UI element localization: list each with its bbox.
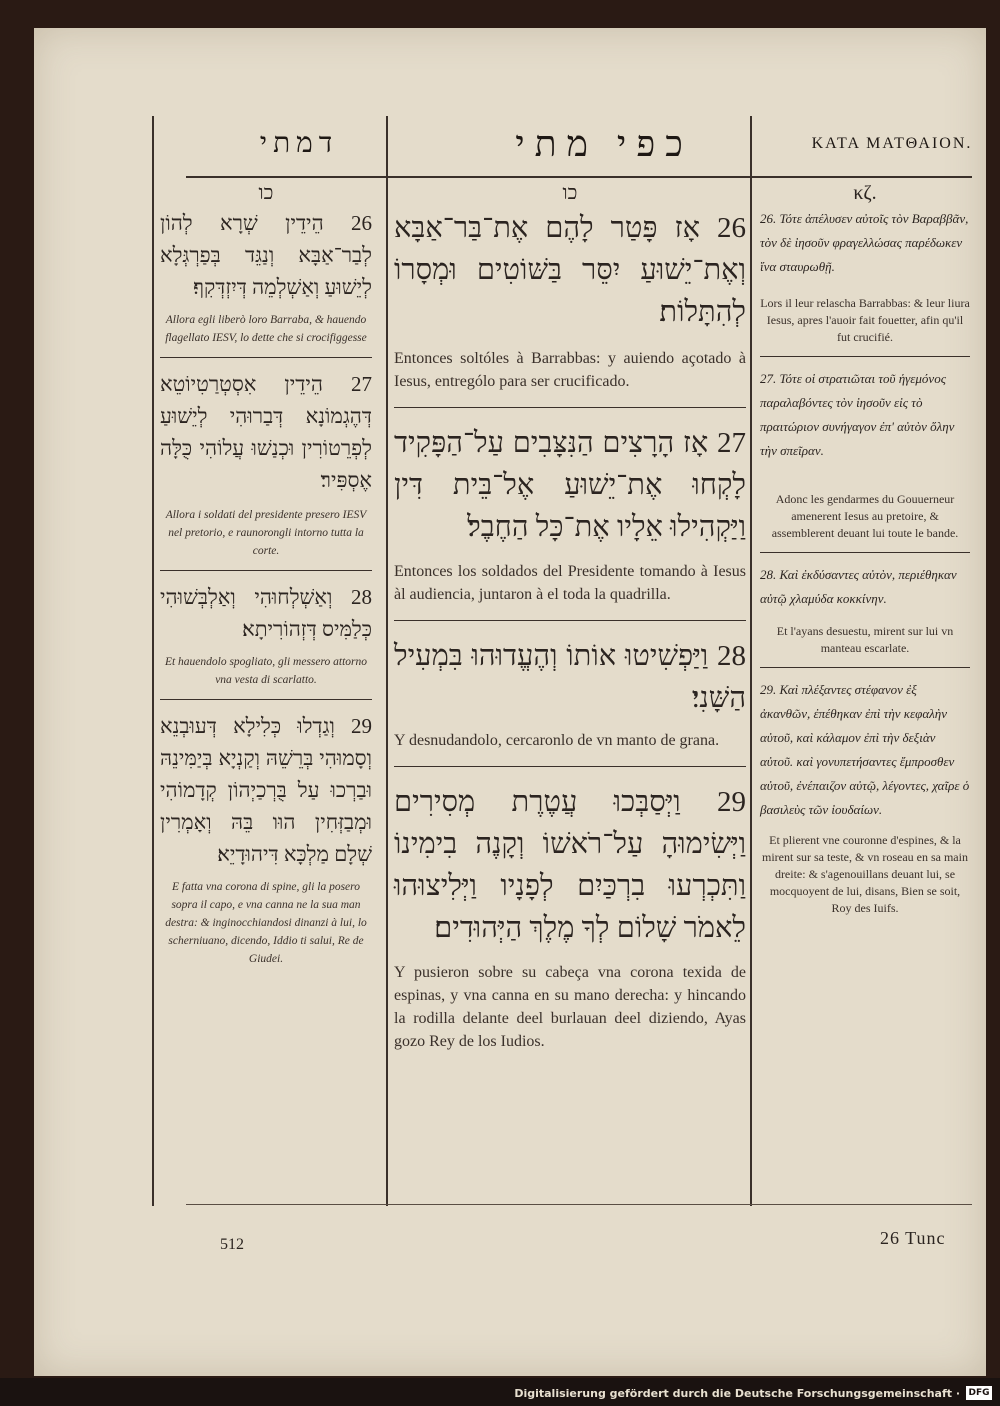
verse-separator: [760, 552, 970, 553]
verse-number: 29.: [760, 682, 777, 697]
hebrew-column-title: כפי מתי: [515, 124, 693, 164]
verse-body: וְאַשְׁלְחוּהִי וְאַלְבְּשׁוּהִי כְּלַמִּיס דְּזְהוֹרִיתָא׃: [160, 585, 372, 641]
verse-text: [394, 781, 746, 949]
greek-verse-27: [760, 367, 970, 542]
spanish-translation: Entonces soltóles à Barrabbas: y auiendo açotado à Iesus, entrególo para ser crucificado.: [394, 350, 746, 390]
column-divider-left: [152, 116, 154, 1206]
greek-verse-26: [760, 207, 970, 346]
verse-number: 28: [717, 640, 746, 672]
verse-separator: [394, 766, 746, 767]
verse-separator: [394, 407, 746, 408]
verse-number: 26.: [760, 211, 777, 226]
greek-verse-29: [760, 678, 970, 917]
aramaic-verse-26: [160, 207, 372, 347]
greek-verse-28: [760, 563, 970, 657]
verse-body: Καὶ πλέξαντες στέφανον ἐξ ἀκανθῶν, ἐπέθηκαν ἐπὶ τὴν κεφαλὴν αὐτοῦ, καὶ κάλαμον ἐπὶ τὴν δεξιὰν αὐτοῦ. καὶ γονυπετήσαντες ἔμπροσθεν αὐτοῦ, ἐνέπαιζον αὐτῷ, λέγοντες, χαῖρε ὁ βασιλεὺς τῶν ἰουδαίων.: [760, 682, 970, 817]
digitization-credit-text: Digitalisierung gefördert durch die Deutsche Forschungsgemeinschaft ·: [514, 1387, 960, 1400]
verse-number: 26: [717, 212, 746, 244]
verse-number: 28.: [760, 567, 777, 582]
aramaic-column-title: דמתי: [259, 128, 339, 159]
french-translation: Et l'ayans desuestu, mirent sur lui vn manteau escarlate.: [776, 624, 954, 655]
aramaic-verse-28: [160, 581, 372, 689]
column-divider-right: [750, 116, 752, 1206]
verse-text: [394, 635, 746, 719]
verse-number: 29: [717, 786, 747, 818]
verse-separator: [760, 356, 970, 357]
verse-body: Καὶ ἐκδύσαντες αὐτὸν, περιέθηκαν αὐτῷ χλαμύδα κοκκίνην.: [760, 567, 957, 606]
aramaic-verse-29: [160, 710, 372, 968]
greek-column: [760, 178, 970, 917]
italian-translation: Allora i soldati del presidente presero IESV nel pretorio, e raunorongli intorno tutta la corte.: [165, 509, 367, 557]
aramaic-verse-27: [160, 368, 372, 560]
french-translation: Adonc les gendarmes du Gouuerneur amenerent Iesus au pretoire, & assemblerent deuant lui toute le bande.: [771, 492, 959, 540]
digitization-credit-bar: [0, 1378, 1000, 1406]
verse-number: 27: [717, 427, 746, 459]
verse-number: 27: [351, 372, 372, 396]
verse-text: [160, 581, 372, 645]
dfg-logo-icon: DFG: [966, 1386, 992, 1400]
book-page: [34, 28, 986, 1376]
hebrew-column: [394, 178, 746, 1053]
hebrew-chapter-number: כו: [562, 182, 578, 204]
verse-text: [760, 207, 970, 279]
greek-column-title: ΚΑΤΑ ΜΑΤΘΑΙΟΝ.: [811, 135, 973, 152]
column-divider-middle: [386, 116, 388, 1206]
italian-translation: E fatta vna corona di spine, gli la posero sopra il capo, e vna canna ne la sua man destra: & inginocchiandosi dinanzi à lui, lo scherniuano, dicendo, Iddio ti salui, Re de Giudei.: [165, 881, 367, 965]
verse-number: 29: [351, 714, 372, 738]
verse-body: אָז פָּטַר לָהֶם אֶת־בַּר־אַבָּא וְאֶת־יֵשׁוּעַ יִסֵּר בַּשּׁוֹטִים וּמְסָרוֹ לְהִתָּלוֹת׃: [394, 212, 746, 328]
french-translation: Et plierent vne couronne d'espines, & la mirent sur sa teste, & vn roseau en sa main dreite: & s'agenouillans deuant lui, se mocquoyent de lui, disans, Bien se soit, Roy des Iuifs.: [762, 833, 968, 915]
verse-separator: [160, 699, 372, 700]
french-translation: Lors il leur relascha Barrabbas: & leur liura Iesus, apres l'auoir fait fouetter, afin qu'il fut crucifié.: [760, 296, 970, 344]
verse-body: אָז הָרָצִים הַנִּצָּבִים עַל־הַפָּקִיד לָקְחוּ אֶת־יֵשׁוּעַ אֶל־בֵּית דִּין וַיַּקְהִילוּ אֵלָיו אֶת־כָּל הַחֶבֶל׃: [394, 427, 746, 543]
catchword: 26 Tunc: [880, 1228, 946, 1248]
aramaic-column: [160, 178, 372, 968]
verse-body: וַיְּסַבְּכוּ עֲטֶרֶת מְסִירִים וַיְּשִׂימוּהָ עַל־רֹאשׁוֹ וְקָנֶה בִימִינוֹ וַתִּכְרְעוּ בִרְכַּיִם לְפָנָיו וַיְּלִיצוּהוּ לֵאמֹר שָׁלוֹם לְךָ מֶלֶךְ הַיְּהוּדִים׃: [394, 786, 746, 944]
hebrew-verse-28: [394, 635, 746, 752]
hebrew-verse-29: [394, 781, 746, 1053]
verse-number: 26: [351, 211, 372, 235]
verse-body: הֵידֵין אִסְטְרַטִיוֹטֵא דְּהֶגְמוֹנָא דְּבַרוּהִי לְיֵשׁוּעַ לְפְרֵטוֹרִין וּכְנַשׁוּ עֲלוֹהִי כֻּלָּה אֶסְפִּיר׃: [160, 372, 372, 492]
spanish-translation: Y desnudandolo, cercaronlo de vn manto de grana.: [394, 732, 720, 749]
verse-number: 28: [351, 585, 372, 609]
verse-text: [160, 710, 372, 870]
verse-body: וְגַדְלוּ כְּלִילָא דְּעוּבְנֵא וְסָמוּהִי בְּרֵשֵׁהּ וְקַנְיָא בְּיַמִּינֵהּ וּבַרְכוּ עַל בֻּרְכַיְהוֹן קְדָמוֹהִי וּמְבַזְּחִין הוּו בֵּהּ וְאָמְרִין שְׁלָם מַלְכָּא דִּיהוּדָיֵא׃: [160, 714, 372, 866]
footer-rule: [186, 1204, 972, 1205]
verse-body: וַיַּפְשִׁיטוּ אוֹתוֹ וְהֶעֱדוּהוּ בִּמְעִיל הַשָּׁנִי׃: [394, 640, 746, 714]
verse-separator: [760, 667, 970, 668]
verse-text: [160, 207, 372, 303]
verse-body: Τότε οἱ στρατιῶται τοῦ ἡγεμόνος παραλαβόντες τὸν ἰησοῦν εἰς τὸ πραιτώριον συνήγαγον ἐπ' αὐτὸν ὅλην τὴν σπεῖραν.: [760, 371, 955, 458]
verse-body: הֵידֵין שְׁרָא לְהוֹן לְבַר־אַבָּא וְנַגֵּד בְּפַרְגְּלָא לְיֵשׁוּעַ וְאַשְׁלְמֵה דְּיִזְדְּקִף׃: [160, 211, 372, 299]
verse-separator: [394, 620, 746, 621]
italian-translation: Et hauendolo spogliato, gli messero attorno vna vesta di scarlatto.: [164, 656, 368, 686]
verse-text: [760, 678, 970, 822]
verse-text: [394, 207, 746, 333]
greek-chapter-number: κζ.: [853, 182, 877, 204]
verse-separator: [160, 357, 372, 358]
verse-number: 27.: [760, 371, 777, 386]
italian-translation: Allora egli liberò loro Barraba, & hauendo flagellato IESV, lo dette che si crocifiggesse: [165, 314, 367, 344]
spanish-translation: Y pusieron sobre su cabeça vna corona texida de espinas, y vna canna en su mano derecha: y hincando la rodilla delante deel burlauan deel diziendo, Ayas gozo Rey de los Iudios.: [394, 964, 746, 1050]
verse-text: [760, 563, 970, 611]
hebrew-verse-27: [394, 422, 746, 606]
verse-text: [160, 368, 372, 496]
verse-text: [760, 367, 970, 463]
aramaic-chapter-number: כו: [258, 182, 274, 204]
verse-separator: [160, 570, 372, 571]
verse-body: Τότε ἀπέλυσεν αὐτοῖς τὸν Βαραββᾶν, τὸν δὲ ἰησοῦν φραγελλώσας παρέδωκεν ἵνα σταυρωθῇ.: [760, 211, 969, 274]
verse-text: [394, 422, 746, 548]
hebrew-verse-26: [394, 207, 746, 393]
spanish-translation: Entonces los soldados del Presidente tomando à Iesus àl audiencia, juntaron à el toda la quadrilla.: [394, 563, 746, 603]
page-number: 512: [220, 1236, 244, 1253]
